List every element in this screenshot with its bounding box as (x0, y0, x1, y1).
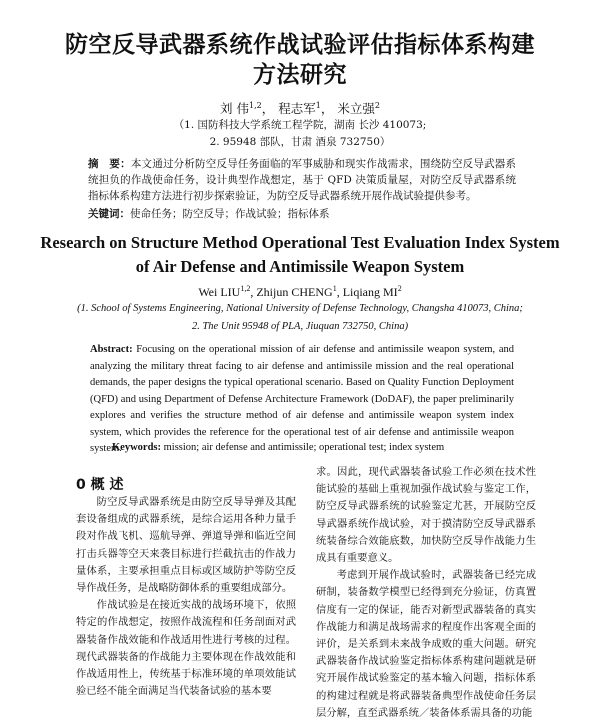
author-affiliation-mark: 2 (374, 101, 380, 110)
author-name: Wei LIU (198, 285, 241, 299)
english-keywords (112, 440, 536, 457)
body-paragraph: 防空反导武器系统是由防空反导导弹及其配套设备组成的武器系统，是综合运用各种力量手段对作战飞机、巡航导弹、弹道导弹和临近空间打击兵器等空天来袭目标进行拦截抗击的作战力量体系，主要承担重点目标或区域防护等防空反导作战任务，是战略防御体系的重要组成部分。 (76, 496, 296, 595)
chinese-title-line-2: 方法研究 (253, 62, 347, 88)
english-title-line-2: of Air Defense and Antimissile Weapon System (135, 257, 465, 276)
right-column (316, 464, 536, 722)
author-affiliation-mark: 1,2 (249, 101, 262, 110)
body-paragraph: 作战试验是在接近实战的战场环境下，依照特定的作战想定，按照作战流程和任务剖面对武器装备作战效能和作战适用性进行考核的过程。现代武器装备的作战能力主要体现在作战效能和作战适用性上，传统基于标准环境的单项效能试验已经不能全面满足当代装备试验的基本要 (76, 599, 296, 698)
chinese-affiliation-line-2: 2. 95948 部队，甘肃 酒泉 732750） (209, 136, 391, 148)
abstract-label: 摘 要： (88, 158, 131, 170)
abstract-text: Focusing on the operational mission of air defense and antimissile weapon system, and analyzing the military threat facing to air defense and antimissile mission and the real operational demands, the paper designs the typical operational scenario. Based on Quality Function Deployment (QFD) and using Department of Defense Architecture Framework (DoDAF), the paper preliminarily explores and verifies the structure method of air defense and antimissile weapon system index system, which provides the reference for the operational test of air defense and antimissile weapon system. (90, 344, 514, 454)
chinese-authors: 刘 伟$^{1,2}$， 程志军$^1$， 米立强$^2$ (220, 101, 380, 117)
author-name: 程志军 (278, 101, 316, 117)
keywords-text: mission; air defense and antimissile; operational test; index system (163, 442, 445, 453)
keywords-text: 使命任务；防空反导；作战试验；指标体系 (130, 208, 330, 220)
author-name: 刘 伟 (220, 101, 250, 117)
english-title-line-1: Research on Structure Method Operational Test Evaluation Index System (40, 233, 560, 252)
left-column (76, 494, 296, 700)
author-affiliation-mark: 1 (332, 284, 337, 293)
english-affiliation-line-1: (1. School of Systems Engineering, National University of Defense Technology, Changsha 410073, China; (77, 303, 523, 314)
author-affiliation-mark: 1,2 (240, 284, 251, 293)
chinese-affiliation-line-1: （1. 国防科技大学系统工程学院，湖南 长沙 410073; (173, 119, 427, 131)
chinese-keywords (88, 206, 516, 222)
author-name: 米立强 (337, 101, 375, 117)
chinese-abstract (88, 156, 516, 204)
abstract-label: Abstract: (90, 344, 133, 355)
author-affiliation-mark: 2 (397, 284, 402, 293)
keywords-label: 关键词： (88, 208, 130, 220)
english-affiliation-line-2: 2. The Unit 95948 of PLA, Jiuquan 732750, China) (191, 321, 409, 332)
author-name: Liqiang MI (342, 285, 398, 299)
body-paragraph: 求。因此，现代武器装备试验工作必须在技术性能试验的基础上重视加强作战试验与鉴定工作，防空反导武器系统的试验鉴定尤甚，开展防空反导武器系统作战试验，对于摸清防空反导武器系统装备综合效能底数，加快防空反导作战能力生成具有重要意义。 (316, 466, 536, 565)
author-name: Zhijun CHENG (256, 285, 333, 299)
abstract-text: 本文通过分析防空反导任务面临的军事威胁和现实作战需求，围绕防空反导武器系统担负的作战使命任务，设计典型作战想定，基于 QFD 决策质量屋，对防空反导武器系统指标体系构建方法进行初步探索验证，为防空反导武器系统开展作战试验提供参考。 (88, 158, 517, 202)
keywords-label: Keywords: (112, 442, 161, 453)
chinese-title-line-1: 防空反导武器系统作战试验评估指标体系构建 (65, 32, 535, 58)
english-authors: Wei LIU$^{1,2}$, Zhijun CHENG$^1$, Liqiang $MI^2$ (198, 284, 402, 299)
author-affiliation-mark: 1 (315, 101, 321, 110)
section-heading: 0 概 述 (76, 477, 124, 493)
body-paragraph: 考虑到开展作战试验时，武器装备已经完成研制，装备数学模型已经得到充分验证，仿真置信度有一定的保证，能否对新型武器装备的真实作战能力和满足战场需求的程度作出客观全面的评价，是关系到未来战争成败的重大问题。研究武器装备作战试验鉴定指标体系构建问题就是研究开展作战试验鉴定的基本输入问题，指标体系的构建过程就是将武器装备典型作战使命任务层层分解，直至武器系统／装备体系需具备的功能 (316, 569, 536, 719)
